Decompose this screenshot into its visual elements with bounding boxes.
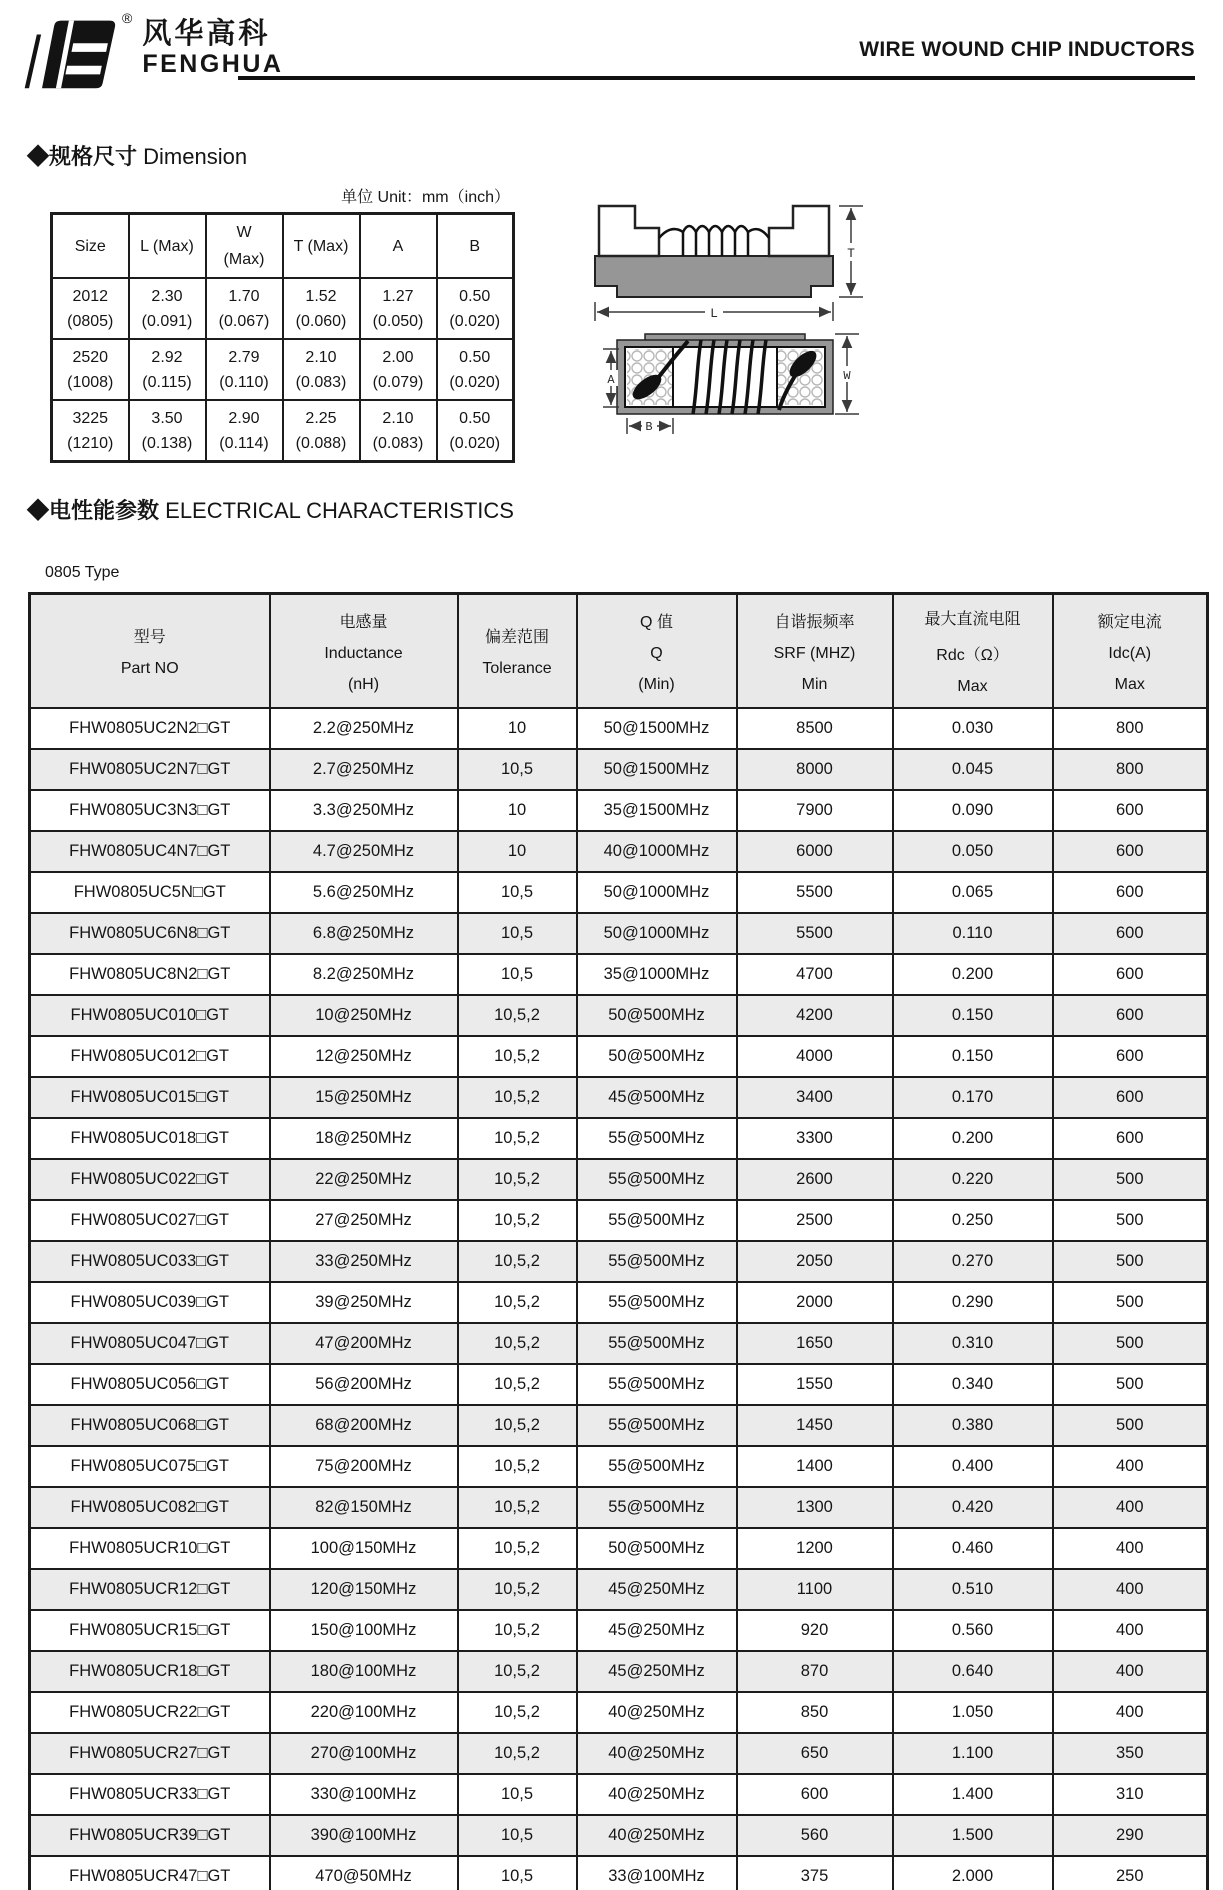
dimension-table-row [52, 339, 514, 400]
electrical-table-row [30, 1364, 1208, 1405]
electrical-table-cell: 600 [1053, 954, 1208, 995]
electrical-table-cell: 0.200 [893, 1118, 1053, 1159]
electrical-table-cell: FHW0805UCR22□GT [30, 1692, 270, 1733]
electrical-table-cell: 55@500MHz [577, 1364, 737, 1405]
dimension-table-cell: 1.52 (0.060) [283, 278, 360, 339]
electrical-table-cell: FHW0805UC027□GT [30, 1200, 270, 1241]
electrical-table-cell: 10,5,2 [458, 1487, 577, 1528]
electrical-table-cell: 870 [737, 1651, 893, 1692]
dimension-table-cell: 0.50 (0.020) [437, 339, 514, 400]
electrical-title-en: ELECTRICAL CHARACTERISTICS [165, 498, 514, 523]
electrical-table-row [30, 1733, 1208, 1774]
electrical-table-column-header: 偏差范围 Tolerance [458, 594, 577, 709]
electrical-table-cell: 0.270 [893, 1241, 1053, 1282]
electrical-table-cell: 600 [1053, 872, 1208, 913]
electrical-table-cell: 3400 [737, 1077, 893, 1118]
electrical-table-cell: 400 [1053, 1446, 1208, 1487]
electrical-table-cell: 50@1000MHz [577, 872, 737, 913]
dim-label-B: B [645, 420, 653, 434]
electrical-table-cell: 47@200MHz [270, 1323, 458, 1364]
electrical-table-cell: FHW0805UCR15□GT [30, 1610, 270, 1651]
electrical-table-cell: 75@200MHz [270, 1446, 458, 1487]
registered-mark: ® [122, 10, 133, 26]
electrical-table-cell: 10,5 [458, 872, 577, 913]
electrical-table-cell: 2.000 [893, 1856, 1053, 1890]
electrical-table-cell: 220@100MHz [270, 1692, 458, 1733]
electrical-table-row [30, 1323, 1208, 1364]
electrical-table-cell: FHW0805UC082□GT [30, 1487, 270, 1528]
electrical-table-cell: 45@250MHz [577, 1610, 737, 1651]
electrical-table-cell: 82@150MHz [270, 1487, 458, 1528]
electrical-table-row [30, 1815, 1208, 1856]
electrical-table-cell: 500 [1053, 1200, 1208, 1241]
electrical-table-cell: 500 [1053, 1159, 1208, 1200]
electrical-table-cell: 600 [1053, 1036, 1208, 1077]
electrical-table-row [30, 913, 1208, 954]
electrical-table-cell: 0.560 [893, 1610, 1053, 1651]
dimension-table-cell: 2.92 (0.115) [129, 339, 206, 400]
dimension-section-title [27, 140, 247, 171]
electrical-table-cell: 45@250MHz [577, 1569, 737, 1610]
electrical-table-cell: 55@500MHz [577, 1446, 737, 1487]
electrical-table-cell: 1.050 [893, 1692, 1053, 1733]
dim-label-L: L [710, 306, 718, 321]
electrical-table-row [30, 1856, 1208, 1890]
package-drawings [583, 194, 935, 440]
dimension-table-cell: 3225 (1210) [52, 400, 129, 462]
electrical-table-row [30, 831, 1208, 872]
dimension-table-cell: 2520 (1008) [52, 339, 129, 400]
electrical-table-cell: 10,5 [458, 954, 577, 995]
electrical-table-cell: 2000 [737, 1282, 893, 1323]
brand-name-cn: 风华高科 [142, 18, 271, 50]
electrical-table-cell: 45@500MHz [577, 1077, 737, 1118]
electrical-table-row [30, 1241, 1208, 1282]
electrical-table-cell: 68@200MHz [270, 1405, 458, 1446]
dim-label-A: A [607, 373, 615, 387]
dimension-table-cell: 3.50 (0.138) [129, 400, 206, 462]
dimension-title-cn: ◆规格尺寸 [27, 144, 138, 169]
dimension-table-cell: 2012 (0805) [52, 278, 129, 339]
electrical-table-cell: 33@100MHz [577, 1856, 737, 1890]
dimension-table-cell: 2.25 (0.088) [283, 400, 360, 462]
dimension-table-column-header: A [360, 214, 437, 279]
electrical-table-cell: 350 [1053, 1733, 1208, 1774]
electrical-table-cell: 600 [1053, 995, 1208, 1036]
electrical-table-cell: 0.050 [893, 831, 1053, 872]
electrical-table-cell: 56@200MHz [270, 1364, 458, 1405]
dimension-table-cell: 2.79 (0.110) [206, 339, 283, 400]
dimension-table-cell: 2.10 (0.083) [283, 339, 360, 400]
electrical-table-row [30, 1446, 1208, 1487]
electrical-table-cell: 10,5,2 [458, 1446, 577, 1487]
electrical-table-row [30, 1282, 1208, 1323]
electrical-table-cell: FHW0805UC010□GT [30, 995, 270, 1036]
electrical-table-cell: 5.6@250MHz [270, 872, 458, 913]
electrical-table-cell: 55@500MHz [577, 1282, 737, 1323]
electrical-table-cell: FHW0805UC3N3□GT [30, 790, 270, 831]
electrical-table-cell: 0.340 [893, 1364, 1053, 1405]
electrical-table-cell: 50@1500MHz [577, 708, 737, 749]
electrical-table-cell: 1.400 [893, 1774, 1053, 1815]
electrical-table-cell: FHW0805UC2N2□GT [30, 708, 270, 749]
electrical-table-cell: 290 [1053, 1815, 1208, 1856]
electrical-table-cell: 600 [1053, 790, 1208, 831]
dimension-table-cell: 1.27 (0.050) [360, 278, 437, 339]
electrical-table-row [30, 1200, 1208, 1241]
fenghua-logo [16, 12, 120, 90]
electrical-table-cell: FHW0805UCR47□GT [30, 1856, 270, 1890]
electrical-table-cell: 600 [1053, 831, 1208, 872]
electrical-table-column-header: 电感量 Inductance (nH) [270, 594, 458, 709]
electrical-table-row [30, 872, 1208, 913]
electrical-table-cell: FHW0805UC068□GT [30, 1405, 270, 1446]
electrical-table-cell: 270@100MHz [270, 1733, 458, 1774]
electrical-table-cell: 400 [1053, 1651, 1208, 1692]
electrical-table-cell: 1450 [737, 1405, 893, 1446]
electrical-table-cell: 10,5,2 [458, 1200, 577, 1241]
electrical-table-cell: 10,5,2 [458, 1036, 577, 1077]
electrical-table-cell: 4700 [737, 954, 893, 995]
electrical-table-cell: 0.110 [893, 913, 1053, 954]
electrical-table-cell: 40@250MHz [577, 1692, 737, 1733]
electrical-table-cell: 400 [1053, 1528, 1208, 1569]
electrical-table-cell: 180@100MHz [270, 1651, 458, 1692]
electrical-table-cell: 100@150MHz [270, 1528, 458, 1569]
electrical-table-cell: FHW0805UCR10□GT [30, 1528, 270, 1569]
electrical-table-row [30, 1692, 1208, 1733]
electrical-table-cell: 10,5 [458, 749, 577, 790]
dimension-table-row [52, 278, 514, 339]
electrical-table-cell: FHW0805UC039□GT [30, 1282, 270, 1323]
dimension-table [50, 212, 515, 463]
electrical-table-cell: FHW0805UC2N7□GT [30, 749, 270, 790]
electrical-table-cell: 920 [737, 1610, 893, 1651]
electrical-table-cell: 0.200 [893, 954, 1053, 995]
electrical-table-column-header: 自谐振频率 SRF (MHZ) Min [737, 594, 893, 709]
electrical-table-row [30, 954, 1208, 995]
electrical-table-cell: 2600 [737, 1159, 893, 1200]
electrical-table-cell: 10,5 [458, 1774, 577, 1815]
side-view-drawing [595, 206, 863, 321]
dimension-table-cell: 2.00 (0.079) [360, 339, 437, 400]
dim-label-W: W [843, 369, 851, 383]
electrical-table-row [30, 790, 1208, 831]
unit-note: 单位 Unit：mm（inch） [341, 189, 510, 206]
electrical-table-cell: 40@1000MHz [577, 831, 737, 872]
dimension-table-cell: 1.70 (0.067) [206, 278, 283, 339]
electrical-table-cell: 0.030 [893, 708, 1053, 749]
electrical-table-cell: 1650 [737, 1323, 893, 1364]
brand-name-en: FENGHUA [142, 50, 284, 78]
electrical-table-cell: 500 [1053, 1405, 1208, 1446]
electrical-table-cell: 1.500 [893, 1815, 1053, 1856]
header-rule [238, 76, 1195, 80]
electrical-table-row [30, 1487, 1208, 1528]
electrical-table-cell: 50@1500MHz [577, 749, 737, 790]
electrical-table-cell: 10,5,2 [458, 1077, 577, 1118]
electrical-table-cell: 0.150 [893, 995, 1053, 1036]
electrical-table-cell: 12@250MHz [270, 1036, 458, 1077]
electrical-table-cell: 3300 [737, 1118, 893, 1159]
electrical-table-cell: FHW0805UC033□GT [30, 1241, 270, 1282]
electrical-table-cell: 250 [1053, 1856, 1208, 1890]
electrical-table-cell: 10@250MHz [270, 995, 458, 1036]
electrical-table-cell: 1400 [737, 1446, 893, 1487]
electrical-table-cell: 2050 [737, 1241, 893, 1282]
electrical-table-cell: 55@500MHz [577, 1159, 737, 1200]
electrical-table-row [30, 1159, 1208, 1200]
electrical-table-cell: 10,5,2 [458, 1651, 577, 1692]
electrical-table-cell: 4000 [737, 1036, 893, 1077]
dimension-table-column-header: T (Max) [283, 214, 360, 279]
electrical-table-cell: FHW0805UC022□GT [30, 1159, 270, 1200]
electrical-table-row [30, 1077, 1208, 1118]
electrical-table-cell: 10,5,2 [458, 1364, 577, 1405]
electrical-table-cell: FHW0805UC5N□GT [30, 872, 270, 913]
electrical-table-cell: 0.170 [893, 1077, 1053, 1118]
electrical-table-cell: 10 [458, 790, 577, 831]
electrical-table-row [30, 1528, 1208, 1569]
electrical-table-cell: 10,5,2 [458, 1118, 577, 1159]
electrical-table-row [30, 1569, 1208, 1610]
electrical-table-cell: 500 [1053, 1364, 1208, 1405]
electrical-table-cell: 2500 [737, 1200, 893, 1241]
dimension-table-column-header: L (Max) [129, 214, 206, 279]
electrical-table-row [30, 1774, 1208, 1815]
electrical-table-cell: 1.100 [893, 1733, 1053, 1774]
document-title: WIRE WOUND CHIP INDUCTORS [859, 38, 1195, 61]
electrical-table-column-header: Q 值 Q (Min) [577, 594, 737, 709]
electrical-table-cell: 0.045 [893, 749, 1053, 790]
electrical-table-cell: 50@1000MHz [577, 913, 737, 954]
electrical-table-cell: 22@250MHz [270, 1159, 458, 1200]
electrical-table-cell: 330@100MHz [270, 1774, 458, 1815]
electrical-table-row [30, 1118, 1208, 1159]
electrical-table-cell: 0.640 [893, 1651, 1053, 1692]
electrical-table-cell: 40@250MHz [577, 1733, 737, 1774]
electrical-table-column-header: 型号 Part NO [30, 594, 270, 709]
electrical-table-cell: 10 [458, 708, 577, 749]
electrical-table-row [30, 1651, 1208, 1692]
dimension-table-cell: 0.50 (0.020) [437, 278, 514, 339]
electrical-table-cell: 0.090 [893, 790, 1053, 831]
electrical-table-cell: 390@100MHz [270, 1815, 458, 1856]
electrical-section-title [27, 494, 514, 525]
electrical-table-cell: 400 [1053, 1487, 1208, 1528]
electrical-table-cell: 400 [1053, 1610, 1208, 1651]
electrical-table-cell: 27@250MHz [270, 1200, 458, 1241]
electrical-table-cell: 40@250MHz [577, 1774, 737, 1815]
electrical-table-cell: 10,5,2 [458, 1733, 577, 1774]
electrical-table-cell: 55@500MHz [577, 1200, 737, 1241]
electrical-table-cell: 120@150MHz [270, 1569, 458, 1610]
electrical-table-cell: 4200 [737, 995, 893, 1036]
electrical-table-cell: 10,5 [458, 1856, 577, 1890]
electrical-table-cell: 0.310 [893, 1323, 1053, 1364]
electrical-table-cell: 39@250MHz [270, 1282, 458, 1323]
electrical-table-cell: 0.250 [893, 1200, 1053, 1241]
electrical-table [28, 592, 1209, 1890]
electrical-table-cell: 50@500MHz [577, 1036, 737, 1077]
electrical-table-cell: 0.220 [893, 1159, 1053, 1200]
electrical-table-cell: 8500 [737, 708, 893, 749]
electrical-table-cell: 0.065 [893, 872, 1053, 913]
electrical-table-cell: 850 [737, 1692, 893, 1733]
electrical-table-cell: 55@500MHz [577, 1323, 737, 1364]
electrical-table-cell: 150@100MHz [270, 1610, 458, 1651]
electrical-table-cell: 18@250MHz [270, 1118, 458, 1159]
electrical-table-cell: 10,5,2 [458, 1528, 577, 1569]
electrical-table-cell: 1100 [737, 1569, 893, 1610]
electrical-table-cell: 1300 [737, 1487, 893, 1528]
electrical-table-cell: FHW0805UC056□GT [30, 1364, 270, 1405]
electrical-table-row [30, 1036, 1208, 1077]
electrical-table-cell: FHW0805UCR39□GT [30, 1815, 270, 1856]
electrical-table-cell: 1200 [737, 1528, 893, 1569]
electrical-table-cell: 6.8@250MHz [270, 913, 458, 954]
electrical-table-cell: 10,5,2 [458, 1610, 577, 1651]
electrical-table-cell: 40@250MHz [577, 1815, 737, 1856]
electrical-table-cell: 500 [1053, 1323, 1208, 1364]
electrical-table-cell: 0.290 [893, 1282, 1053, 1323]
electrical-table-cell: 1550 [737, 1364, 893, 1405]
dimension-table-column-header: W (Max) [206, 214, 283, 279]
dim-label-T: T [847, 246, 855, 261]
electrical-table-cell: FHW0805UC6N8□GT [30, 913, 270, 954]
electrical-table-cell: 10,5,2 [458, 995, 577, 1036]
electrical-table-cell: FHW0805UC018□GT [30, 1118, 270, 1159]
dimension-table-row [52, 400, 514, 462]
electrical-table-cell: 55@500MHz [577, 1487, 737, 1528]
electrical-table-cell: 10,5,2 [458, 1323, 577, 1364]
electrical-table-cell: 0.460 [893, 1528, 1053, 1569]
dimension-table-column-header: B [437, 214, 514, 279]
electrical-table-cell: 55@500MHz [577, 1241, 737, 1282]
electrical-table-cell: 400 [1053, 1569, 1208, 1610]
electrical-table-cell: 2.7@250MHz [270, 749, 458, 790]
electrical-table-cell: 50@500MHz [577, 1528, 737, 1569]
electrical-table-cell: 500 [1053, 1241, 1208, 1282]
electrical-table-cell: FHW0805UC047□GT [30, 1323, 270, 1364]
electrical-table-cell: 5500 [737, 872, 893, 913]
electrical-table-cell: 8.2@250MHz [270, 954, 458, 995]
electrical-table-cell: 45@250MHz [577, 1651, 737, 1692]
dimension-table-header-row [52, 214, 514, 279]
electrical-table-cell: 35@1500MHz [577, 790, 737, 831]
electrical-table-cell: FHW0805UC8N2□GT [30, 954, 270, 995]
top-view-drawing [603, 334, 859, 434]
electrical-table-cell: 10,5 [458, 1815, 577, 1856]
electrical-table-cell: FHW0805UC4N7□GT [30, 831, 270, 872]
electrical-table-cell: FHW0805UC075□GT [30, 1446, 270, 1487]
electrical-table-cell: 0.510 [893, 1569, 1053, 1610]
electrical-table-cell: 8000 [737, 749, 893, 790]
electrical-table-cell: 10,5,2 [458, 1241, 577, 1282]
brand-text [142, 18, 283, 78]
electrical-table-cell: 310 [1053, 1774, 1208, 1815]
electrical-table-cell: 375 [737, 1856, 893, 1890]
electrical-table-cell: 560 [737, 1815, 893, 1856]
electrical-table-cell: 10,5,2 [458, 1569, 577, 1610]
electrical-table-cell: 10 [458, 831, 577, 872]
electrical-table-cell: 10,5,2 [458, 1405, 577, 1446]
electrical-table-cell: FHW0805UCR33□GT [30, 1774, 270, 1815]
electrical-table-cell: 800 [1053, 708, 1208, 749]
electrical-table-cell: 15@250MHz [270, 1077, 458, 1118]
electrical-table-row [30, 995, 1208, 1036]
electrical-table-cell: FHW0805UCR18□GT [30, 1651, 270, 1692]
electrical-table-cell: 600 [1053, 1077, 1208, 1118]
dimension-table-cell: 2.30 (0.091) [129, 278, 206, 339]
electrical-table-row [30, 1405, 1208, 1446]
electrical-title-cn: ◆电性能参数 [27, 498, 160, 523]
electrical-table-cell: 55@500MHz [577, 1118, 737, 1159]
electrical-table-cell: 600 [737, 1774, 893, 1815]
electrical-table-cell: 800 [1053, 749, 1208, 790]
electrical-table-cell: 400 [1053, 1692, 1208, 1733]
electrical-table-row [30, 1610, 1208, 1651]
electrical-table-cell: 50@500MHz [577, 995, 737, 1036]
electrical-table-column-header: 最大直流电阻 Rdc（Ω） Max [893, 594, 1053, 709]
electrical-table-cell: 650 [737, 1733, 893, 1774]
electrical-table-cell: FHW0805UC012□GT [30, 1036, 270, 1077]
electrical-table-cell: FHW0805UCR27□GT [30, 1733, 270, 1774]
type-label: 0805 Type [45, 564, 120, 581]
electrical-table-cell: 10,5 [458, 913, 577, 954]
electrical-table-cell: 470@50MHz [270, 1856, 458, 1890]
electrical-table-row [30, 708, 1208, 749]
electrical-table-column-header: 额定电流 Idc(A) Max [1053, 594, 1208, 709]
electrical-table-cell: 10,5,2 [458, 1692, 577, 1733]
electrical-table-cell: 33@250MHz [270, 1241, 458, 1282]
electrical-table-cell: 600 [1053, 913, 1208, 954]
electrical-table-cell: 7900 [737, 790, 893, 831]
electrical-table-cell: 0.420 [893, 1487, 1053, 1528]
electrical-table-cell: FHW0805UC015□GT [30, 1077, 270, 1118]
electrical-table-header-row [30, 594, 1208, 709]
electrical-table-cell: 55@500MHz [577, 1405, 737, 1446]
electrical-table-cell: 2.2@250MHz [270, 708, 458, 749]
electrical-table-cell: 5500 [737, 913, 893, 954]
electrical-table-cell: 0.150 [893, 1036, 1053, 1077]
dimension-title-en: Dimension [143, 144, 248, 169]
electrical-table-cell: 3.3@250MHz [270, 790, 458, 831]
electrical-table-cell: 500 [1053, 1282, 1208, 1323]
electrical-table-cell: 10,5,2 [458, 1159, 577, 1200]
electrical-table-cell: 0.400 [893, 1446, 1053, 1487]
dimension-table-column-header: Size [52, 214, 129, 279]
dimension-table-cell: 0.50 (0.020) [437, 400, 514, 462]
electrical-table-cell: 35@1000MHz [577, 954, 737, 995]
electrical-table-cell: 10,5,2 [458, 1282, 577, 1323]
electrical-table-row [30, 749, 1208, 790]
electrical-table-cell: FHW0805UCR12□GT [30, 1569, 270, 1610]
electrical-table-cell: 0.380 [893, 1405, 1053, 1446]
electrical-table-cell: 600 [1053, 1118, 1208, 1159]
dimension-table-cell: 2.10 (0.083) [360, 400, 437, 462]
electrical-table-cell: 4.7@250MHz [270, 831, 458, 872]
dimension-table-cell: 2.90 (0.114) [206, 400, 283, 462]
electrical-table-cell: 6000 [737, 831, 893, 872]
